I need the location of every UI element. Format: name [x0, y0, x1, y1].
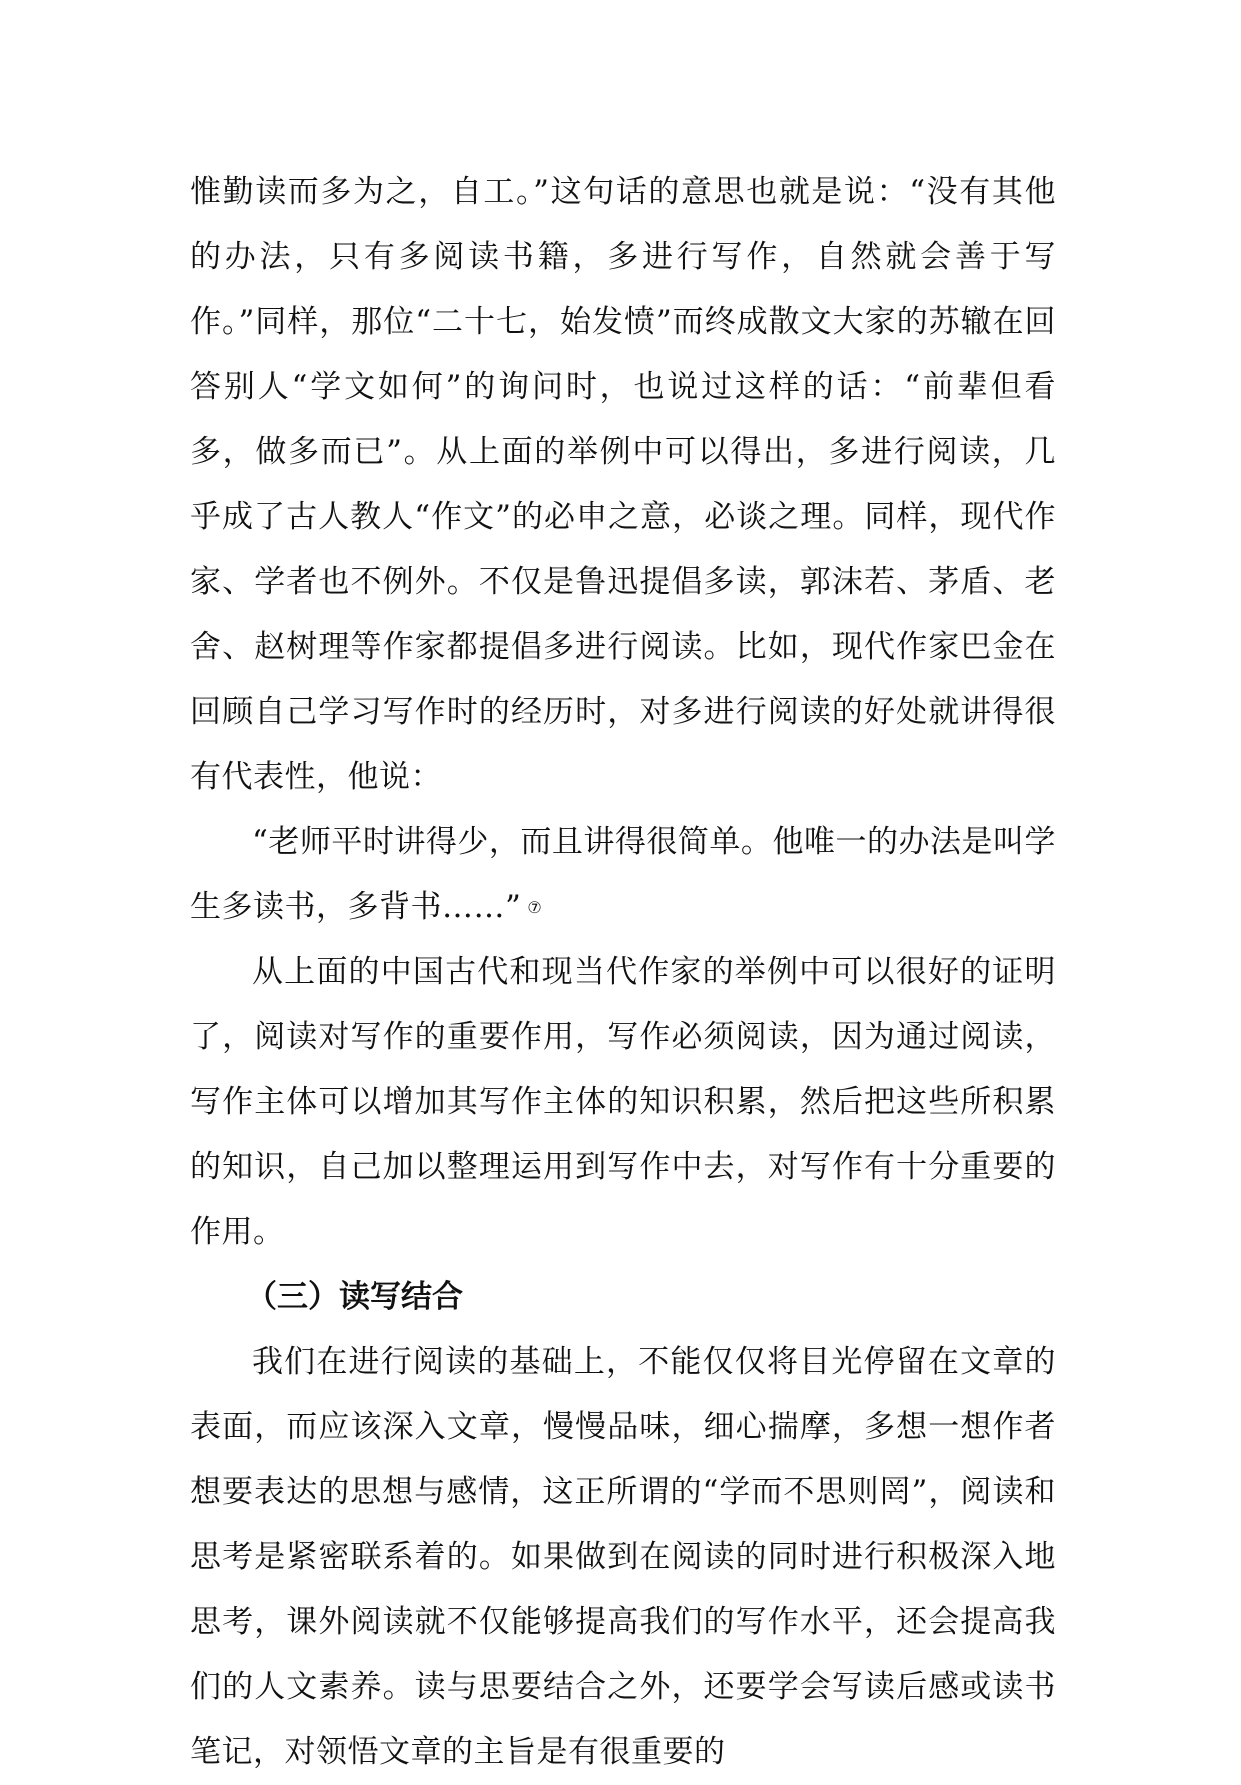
- section-heading: （三）读写结合: [246, 1279, 463, 1315]
- quote-text: “老师平时讲得少，而且讲得很简单。他唯一的办法是叫学生多读书，多背书……”: [190, 824, 1056, 925]
- block-quote: [190, 810, 1056, 940]
- body-text: [190, 160, 1056, 1785]
- paragraph-reading-writing: 我们在进行阅读的基础上，不能仅仅将目光停留在文章的表面，而应该深入文章，慢慢品味，细心揣摩，多想一想作者想要表达的思想与感情，这正所谓的“学而不思则罔”，阅读和思考是紧密联系着的。如果做到在阅读的同时进行积极深入地思考，课外阅读就不仅能够提高我们的写作水平，还会提高我们的人文素养。读与思要结合之外，还要学会写读后感或读书笔记，对领悟文章的主旨是有很重要的: [190, 1344, 1056, 1770]
- paragraph-continuation: 惟勤读而多为之，自工。”这句话的意思也就是说：“没有其他的办法，只有多阅读书籍，多进行写作，自然就会善于写作。”同样，那位“二十七，始发愤”而终成散文大家的苏辙在回答别人“学文如何”的询问时，也说过这样的话：“前辈但看多，做多而已”。从上面的举例中可以得出，多进行阅读，几乎成了古人教人“作文”的必申之意，必谈之理。同样，现代作家、学者也不例外。不仅是鲁迅提倡多读，郭沫若、茅盾、老舍、赵树理等作家都提倡多进行阅读。比如，现代作家巴金在回顾自己学习写作时的经历时，对多进行阅读的好处就讲得很有代表性，他说：: [190, 174, 1056, 795]
- footnote-marker: ⑦: [527, 898, 543, 917]
- paragraph-conclusion: 从上面的中国古代和现当代作家的举例中可以很好的证明了，阅读对写作的重要作用，写作必须阅读，因为通过阅读，写作主体可以增加其写作主体的知识积累，然后把这些所积累的知识，自己加以整理运用到写作中去，对写作有十分重要的作用。: [190, 954, 1056, 1250]
